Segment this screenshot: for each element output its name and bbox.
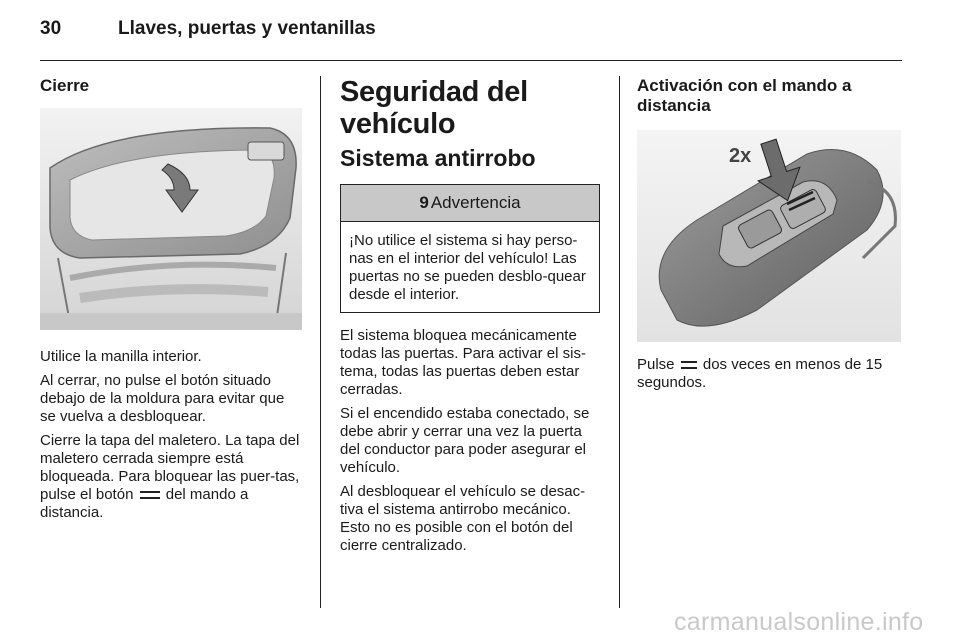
press-twice-label: 2x: [729, 145, 752, 167]
column-vehicle-security: [340, 76, 602, 561]
paragraph-inner-handle: Utilice la manilla interior.: [40, 348, 202, 365]
header-rule: [40, 60, 902, 61]
warning-icon: 9: [419, 193, 429, 212]
column-closing: [40, 76, 304, 528]
section-heading-vehicle-security: Seguridad del vehículo: [340, 76, 528, 140]
section-heading-closing: Cierre: [40, 76, 90, 95]
press-text-b: dos veces en menos de 15 segundos.: [637, 356, 883, 391]
warning-header: [341, 185, 599, 222]
lock-button-icon: [140, 491, 160, 499]
paragraph-button-note: Al cerrar, no pulse el botón situado debajo de la moldura para evitar que se vuelva a desbloquear.: [40, 372, 285, 425]
paragraph-ignition: Si el encendido estaba conectado, se debe abrir y cerrar una vez la puerta del conductor para poder asegurar el vehículo.: [340, 405, 590, 476]
warning-box: [340, 184, 600, 313]
trunk-lid-illustration: [40, 108, 302, 330]
warning-title: Advertencia: [430, 193, 521, 212]
paragraph-close-trunk: [40, 432, 304, 522]
page-number: 30: [40, 18, 62, 39]
watermark: carmanualsonline.info: [674, 608, 924, 636]
paragraph-press-lock: [637, 356, 902, 392]
press-text-a: Pulse: [637, 356, 675, 373]
chapter-title: Llaves, puertas y ventanillas: [118, 18, 376, 39]
warning-text: ¡No utilice el sistema si hay perso-nas en el interior del vehículo! Las puertas no se pueden desblo-quear desde el interior.: [349, 232, 586, 303]
paragraph-system-locks: El sistema bloquea mecánicamente todas las puertas. Para activar el sis-tema, todas las puertas deben estar cerradas.: [340, 327, 586, 398]
close-trunk-text-b: del mando a distancia.: [40, 486, 249, 521]
paragraph-unlock: Al desbloquear el vehículo se desac-tiva el sistema antirrobo mecánico. Esto no es posible con el botón del cierre centralizado.: [340, 483, 586, 554]
subheading-antitheft: Sistema antirrobo: [340, 145, 536, 171]
column-remote-activation: [637, 76, 902, 398]
lock-button-icon: [681, 361, 697, 369]
page-header: [40, 12, 902, 52]
close-trunk-text-a: Cierre la tapa del maletero. La tapa del maletero cerrada siempre está bloqueada. Para bloquear las puer-tas, pulse el botón: [40, 432, 300, 503]
column-divider-1: [320, 76, 321, 608]
column-divider-2: [619, 76, 620, 608]
remote-key-illustration: [637, 130, 901, 342]
section-heading-remote: Activación con el mando a distancia: [637, 76, 852, 115]
